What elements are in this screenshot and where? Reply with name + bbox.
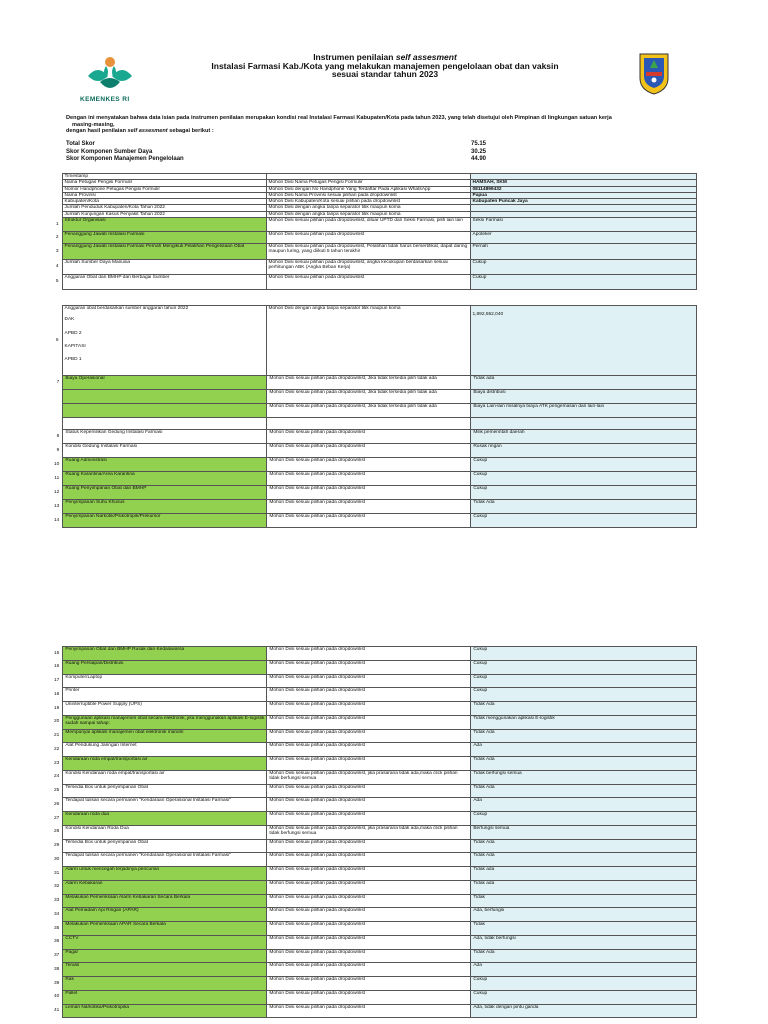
table-row: [52, 977, 697, 991]
row-hint: Mohon Diisi sesuai pilihan pada dropdownlist: [267, 949, 471, 963]
score-row: Skor Komponen Manajemen Pengelolaan 44.90: [66, 156, 486, 163]
row-number: 5: [52, 275, 62, 290]
row-hint: Mohon Diisi sesuai pilihan pada dropdownlist: [267, 729, 471, 743]
answer-cell[interactable]: Cukup: [471, 647, 697, 661]
answer-cell[interactable]: Cukup: [471, 472, 697, 486]
answer-cell[interactable]: Tidak ada: [471, 880, 697, 894]
answer-cell[interactable]: Tidak: [471, 922, 697, 936]
row-label: Nama Petugas Pengisi Formulir: [62, 180, 266, 186]
row-number: 12: [52, 486, 63, 500]
row-number: 24: [52, 770, 63, 784]
table-row: [52, 770, 697, 784]
row-number: 28: [52, 825, 63, 839]
table-row: [52, 660, 697, 674]
row-label: Biaya Operasional: [63, 376, 267, 390]
row-number: 17: [52, 674, 63, 688]
budget-table: [52, 305, 697, 376]
row-number: 4: [52, 260, 62, 275]
row-number: 14: [52, 514, 63, 528]
score-row: Total Skor 75.15: [66, 141, 486, 147]
row-hint: Mohon Diisi sesuai pilihan pada dropdownlist, Jika tidak tersedia pilih tidak ada: [267, 404, 471, 418]
row-label: Pagar: [63, 949, 267, 963]
answer-cell[interactable]: Rusak ringan: [471, 444, 697, 458]
table-row: [52, 260, 696, 275]
row-number: 31: [52, 867, 63, 881]
answer-cell[interactable]: Ada, tidak dengan pintu ganda: [471, 1004, 697, 1018]
regional-crest-icon: [636, 52, 672, 96]
table-row: [52, 688, 697, 702]
row-label: Tersedia Box untuk penyimpanan Obat: [63, 784, 267, 798]
answer-cell[interactable]: Seksi Farmasi: [470, 218, 696, 232]
row-number: 41: [52, 1004, 63, 1018]
row-number: 16: [52, 660, 63, 674]
answer-cell[interactable]: Cukup: [471, 514, 697, 528]
row-label: Jumlah Penduduk Kabupaten/Kota Tahun 2022: [62, 205, 266, 211]
row-hint: Mohon Diisi sesuai pilihan pada dropdownlist: [267, 922, 471, 936]
row-hint: Mohon Diisi Nama Petugas Pengisi Formulir: [266, 180, 470, 186]
document-title: Instrumen penilaian self assesment Instalasi Farmasi Kab./Kota yang melakukan manajemen pengelolaan obat dan vaksin sesuai standar tahun 2023: [211, 52, 559, 79]
answer-cell[interactable]: Tidak Ada: [471, 853, 697, 867]
row-hint: Mohon Diisi sesuai pilihan pada dropdownlist: [267, 880, 471, 894]
row-label: Nomor Handphone Petugas Pengisi Formulir: [62, 186, 266, 192]
row-hint: Mohon Diisi sesuai pilihan pada dropdownlist: [267, 430, 471, 444]
row-number: 8: [52, 430, 63, 444]
row-label: Teralis: [63, 963, 267, 977]
row-hint: Mohon Diisi sesuai pilihan pada dropdownlist: [267, 977, 471, 991]
row-hint: Mohon Diisi Kabupaten/Kota sesuai pilihan pada dropdownlist: [266, 199, 470, 205]
row-number: 19: [52, 702, 63, 716]
row-hint: Mohon Diisi sesuai pilihan pada dropdownlist: [267, 908, 471, 922]
row-label: Kendaraan roda empat/transportasi air: [63, 757, 267, 771]
row-label: Terdapat tulisan secara permanen "Kendaraan Operasional Instalasi Farmasi": [63, 798, 267, 812]
answer-cell[interactable]: [471, 418, 697, 430]
row-label: Penyimpanan Suhu Khusus: [63, 500, 267, 514]
answer-cell[interactable]: Tidak ada: [471, 867, 697, 881]
row-hint: Mohon Diisi sesuai pilihan pada dropdownlist: [267, 674, 471, 688]
row-hint: Mohon Diisi sesuai pilihan pada dropdownlist: [267, 743, 471, 757]
row-number: 30: [52, 853, 63, 867]
row-number: 32: [52, 880, 63, 894]
declaration-text: Dengan ini menyatakan bahwa data isian pada instrumen penilaian merupakan kondisi real Instalasi Farmasi Kabupaten/Kota pada tahun 2023, yang telah disetujui oleh Pimpinan di lingkungan satuan kerja masing-masing, dengan hasil penilaian self assesment sebagai berikut :: [66, 115, 612, 135]
row-label: Status Kepemilikan Gedung Instalasi Farmasi: [63, 430, 267, 444]
answer-cell[interactable]: Milik pemerintah daerah: [471, 430, 697, 444]
row-label: Anggaran obat berdasarkan sumber anggaran tahun 2022: [64, 306, 189, 311]
row-label: Mempunyai aplikasi manajemen obat elektronik mandiri: [63, 729, 267, 743]
table-row: [52, 275, 696, 290]
row-hint: Mohon Diisi sesuai pilihan pada dropdownlist, diluar UPTD dan Seksi Farmasi, pilih lain lain: [266, 218, 470, 232]
row-number: 26: [52, 798, 63, 812]
table-row: [52, 404, 697, 418]
table-row: [52, 444, 697, 458]
row-hint: Mohon Diisi sesuai pilihan pada dropdownlist: [267, 500, 471, 514]
answer-cell[interactable]: Tidak Ada: [471, 757, 697, 771]
row-label: Anggaran Obat dan BMHP dari Berbagai Sumber: [62, 275, 266, 290]
row-hint: Mohon Diisi dengan angka tanpa separator titik maupun koma: [266, 205, 470, 211]
row-label: [63, 390, 267, 404]
row-label: Alarm untuk mencegah terjadinya pencurian: [63, 867, 267, 881]
row-label: Terdapat tulisan secara permanen "Kendaraan Operasional Instalasi Farmasi": [63, 853, 267, 867]
row-number: 40: [52, 990, 63, 1004]
table-row: [52, 647, 697, 661]
answer-cell[interactable]: Ada, berfungsi: [471, 908, 697, 922]
row-hint: Mohon Diisi sesuai pilihan pada dropdownlist, jika prasarana tidak ada,maka click pilihan tidak berfungsi semua: [267, 770, 471, 784]
table-row: [52, 418, 697, 430]
answer-cell[interactable]: Tidak Ada: [471, 500, 697, 514]
table-row: [52, 674, 697, 688]
table-row: [52, 306, 696, 376]
row-label: Kabupaten/Kota: [62, 199, 266, 205]
row-hint: Mohon Diisi dengan No Handphone Yang Terdaftar Pada Aplikasi WhatsApp: [266, 186, 470, 192]
row-number: 3: [52, 244, 62, 260]
table-row: [52, 472, 697, 486]
table-row: [52, 514, 697, 528]
answer-cell[interactable]: Cukup: [470, 260, 696, 275]
answer-cell[interactable]: Cukup: [471, 660, 697, 674]
row-number: 35: [52, 922, 63, 936]
row-hint: Mohon Diisi sesuai pilihan pada dropdownlist: [267, 812, 471, 826]
row-number: 10: [52, 458, 63, 472]
table-row: [52, 784, 697, 798]
answer-cell[interactable]: Kabupaten Puncak Jaya: [470, 199, 696, 205]
answer-cell[interactable]: Ada: [471, 963, 697, 977]
row-label: Kondisi Kendaraan roda empat/transportasi air: [63, 770, 267, 784]
row-number: [52, 390, 63, 404]
table-row: [52, 798, 697, 812]
row-hint: Mohon Diisi sesuai pilihan pada dropdownlist, angka kecukupan berdasarkan sesuai perhitungan ABK (Angka Beban Kerja): [266, 260, 470, 275]
row-number: 37: [52, 949, 63, 963]
answer-cell[interactable]: Papua: [470, 192, 696, 198]
table-row: [52, 839, 697, 853]
row-label: Timestamp: [62, 174, 266, 180]
row-number: 13: [52, 500, 63, 514]
row-number: 23: [52, 757, 63, 771]
answer-cell[interactable]: Cukup: [471, 486, 697, 500]
row-number: [52, 418, 63, 430]
table-row: [52, 715, 697, 729]
row-hint: Mohon Diisi sesuai pilihan pada dropdownlist: [267, 853, 471, 867]
table-row: [52, 743, 697, 757]
table-row: [52, 757, 697, 771]
row-number: 18: [52, 688, 63, 702]
row-hint: Mohon Diisi sesuai pilihan pada dropdownlist, Pelatihan tidak harus bersertifikat, dapat daring maupun luring, yang diikuti 5 tahun terakhir: [266, 244, 470, 260]
row-label: Penggunaan aplikasi manajemen obat secara elektronik, jika menggunakan aplikasi E-logistik sudah sampai tahap:: [63, 715, 267, 729]
table-row: [52, 702, 697, 716]
row-hint: Mohon Diisi sesuai pilihan pada dropdownlist: [267, 894, 471, 908]
row-label: Lemari Narkotika/Psikotropika: [63, 1004, 267, 1018]
row-label: CCTV: [63, 935, 267, 949]
table-row: [52, 486, 697, 500]
row-label: Melakukan Pemeriksaan APAR Secara Berkala: [63, 922, 267, 936]
row-number: 9: [52, 444, 63, 458]
row-label: Ruang Persiapan/Distribusi: [63, 660, 267, 674]
row-number: 11: [52, 472, 63, 486]
row-label: Penanggung Jawab Instalasi Farmasi Pernah Mengikuti Pelatihan Pengelolaan Obat: [62, 244, 266, 260]
row-label: Rak: [63, 977, 267, 991]
row-number: 1: [52, 218, 62, 232]
row-hint: Mohon Diisi sesuai pilihan pada dropdownlist: [267, 444, 471, 458]
row-number: 38: [52, 963, 63, 977]
row-hint: Mohon Diisi sesuai pilihan pada dropdownlist: [266, 232, 470, 244]
table-row: [52, 1004, 697, 1018]
row-number: [52, 404, 63, 418]
answer-cell[interactable]: Tidak berfungsi semua: [471, 770, 697, 784]
answer-cell[interactable]: Ada: [471, 798, 697, 812]
answer-cell[interactable]: HAMSAH, SKM: [470, 180, 696, 186]
assessment-table-part2: [52, 375, 697, 528]
answer-cell[interactable]: Berfungsi semua: [471, 825, 697, 839]
row-hint: Mohon Diisi sesuai pilihan pada dropdownlist: [267, 647, 471, 661]
row-number: 7: [52, 376, 63, 390]
answer-cell[interactable]: Cukup: [471, 977, 697, 991]
row-label: Penanggung Jawab Instalasi Farmasi: [62, 232, 266, 244]
row-hint: Mohon Diisi sesuai pilihan pada dropdownlist: [267, 472, 471, 486]
budget-label-cell: [62, 306, 266, 376]
answer-cell[interactable]: Biaya distribusi: [471, 390, 697, 404]
budget-source: APBD 1: [64, 357, 82, 363]
table-row: [52, 218, 696, 232]
row-number: 33: [52, 894, 63, 908]
answer-cell[interactable]: Tidak ada: [471, 376, 697, 390]
answer-cell[interactable]: Biaya Lain-lain misalnya biaya ATK pengemasan dan lain-lain: [471, 404, 697, 418]
row-number: 39: [52, 977, 63, 991]
table-row: [52, 935, 697, 949]
answer-cell[interactable]: Ada: [471, 743, 697, 757]
answer-cell[interactable]: Tidak Ada: [471, 702, 697, 716]
table-row: [52, 500, 697, 514]
row-label: Ruang Administrasi: [63, 458, 267, 472]
answer-cell[interactable]: Tidak Ada: [471, 839, 697, 853]
answer-cell[interactable]: Cukup: [471, 812, 697, 826]
budget-source: APBD 2: [64, 330, 82, 336]
row-hint: Mohon Diisi sesuai pilihan pada dropdownlist: [267, 990, 471, 1004]
row-label: Printer: [63, 688, 267, 702]
table-row: [52, 458, 697, 472]
row-hint: Mohon Diisi dengan angka tanpa separator titik maupun koma: [266, 211, 470, 217]
score-summary: [66, 141, 486, 164]
row-hint: Mohon Diisi sesuai pilihan pada dropdownlist: [267, 935, 471, 949]
row-hint: Mohon Diisi sesuai pilihan pada dropdownlist: [267, 784, 471, 798]
row-hint: Mohon Diisi sesuai pilihan pada dropdownlist: [267, 458, 471, 472]
table-row: [52, 922, 697, 936]
budget-source: DAK: [64, 317, 75, 323]
row-hint: Mohon Diisi sesuai pilihan pada dropdownlist: [267, 1004, 471, 1018]
row-hint: [267, 418, 471, 430]
row-hint: Mohon Diisi sesuai pilihan pada dropdownlist: [267, 839, 471, 853]
row-label: Kondisi Gedung Instalasi Farmasi: [63, 444, 267, 458]
row-label: Struktur Organisasi: [62, 218, 266, 232]
table-row: [52, 232, 696, 244]
row-label: Penyimpanan Narkotik/Psikotropik/Prekursor: [63, 514, 267, 528]
answer-cell[interactable]: Tidak Ada: [471, 784, 697, 798]
row-hint: Mohon Diisi sesuai pilihan pada dropdownlist, jika prasarana tidak ada,maka click pilihan tidak berfungsi semua: [267, 825, 471, 839]
answer-cell[interactable]: Cukup: [471, 458, 697, 472]
row-label: Komputer/Laptop: [63, 674, 267, 688]
table-row: [52, 880, 697, 894]
row-label: [63, 418, 267, 430]
answer-cell[interactable]: Ada, tidak berfungsi: [471, 935, 697, 949]
row-hint: Mohon Diisi sesuai pilihan pada dropdownlist: [266, 275, 470, 290]
row-label: Pallet: [63, 990, 267, 1004]
table-row: [52, 390, 697, 404]
answer-cell[interactable]: Tidak Ada: [471, 729, 697, 743]
row-number: 21: [52, 729, 63, 743]
row-hint: Mohon Diisi dengan angka tanpa separator titik maupun koma: [266, 306, 470, 376]
table-row: [52, 729, 697, 743]
table-row: [52, 812, 697, 826]
table-row: [52, 244, 696, 260]
row-hint: Mohon Diisi sesuai pilihan pada dropdownlist: [267, 486, 471, 500]
assessment-table-part3: [52, 646, 697, 1018]
row-hint: Mohon Diisi sesuai pilihan pada dropdownlist: [267, 660, 471, 674]
logo-text: KEMENKES RI: [80, 96, 130, 103]
table-row: [52, 963, 697, 977]
row-number: 6: [52, 306, 62, 376]
row-number: 27: [52, 812, 63, 826]
row-hint: Mohon Diisi sesuai pilihan pada dropdownlist: [267, 715, 471, 729]
answer-cell[interactable]: Cukup: [471, 674, 697, 688]
row-hint: Mohon Diisi sesuai pilihan pada dropdownlist: [267, 688, 471, 702]
answer-cell[interactable]: Cukup: [471, 990, 697, 1004]
table-row: [52, 894, 697, 908]
answer-cell[interactable]: Tidak menggunakan aplikasi E-logistik: [471, 715, 697, 729]
assessment-table-part1: [52, 173, 697, 290]
row-label: Ruang Karantina/Area Karantina: [63, 472, 267, 486]
row-label: Uninterruptible Power Supply (UPS): [63, 702, 267, 716]
row-label: Jumlah Kunjungan Kasus Penyakit Tahun 2022: [62, 211, 266, 217]
budget-source: KAPITASI: [64, 343, 86, 349]
row-label: Tersedia Box untuk penyimpanan Obat: [63, 839, 267, 853]
table-row: [52, 867, 697, 881]
table-row: [52, 376, 697, 390]
row-number: 34: [52, 908, 63, 922]
table-row: [52, 908, 697, 922]
answer-cell[interactable]: Cukup: [471, 688, 697, 702]
row-label: Melakukan Pemeriksaan Alarm Kebakaran Secara Berkala: [63, 894, 267, 908]
answer-cell[interactable]: Tidak Ada: [471, 949, 697, 963]
row-label: Alat Pendukung Jaringan Internet: [63, 743, 267, 757]
row-hint: Mohon Diisi sesuai pilihan pada dropdownlist: [267, 963, 471, 977]
row-number: 15: [52, 647, 63, 661]
row-number: 25: [52, 784, 63, 798]
row-hint: Mohon Diisi sesuai pilihan pada dropdownlist: [267, 757, 471, 771]
row-label: Alarm Kebakaran: [63, 880, 267, 894]
row-hint: Mohon Diisi sesuai pilihan pada dropdownlist, Jika tidak tersedia pilih tidak ada: [267, 376, 471, 390]
row-hint: Mohon Diisi sesuai pilihan pada dropdownlist: [267, 867, 471, 881]
row-number: 36: [52, 935, 63, 949]
row-hint: Mohon Diisi sesuai pilihan pada dropdownlist: [267, 798, 471, 812]
row-number: 22: [52, 743, 63, 757]
table-row: [52, 825, 697, 839]
budget-amount: 1,892,552,040: [472, 312, 504, 317]
table-row: [52, 990, 697, 1004]
answer-cell[interactable]: Pernah: [470, 244, 696, 260]
answer-cell[interactable]: Cukup: [470, 275, 696, 290]
row-number: 2: [52, 232, 62, 244]
row-label: Jumlah Sumber Daya Manusia: [62, 260, 266, 275]
row-label: Kendaraan roda dua: [63, 812, 267, 826]
table-row: [52, 949, 697, 963]
row-hint: Mohon Diisi sesuai pilihan pada dropdownlist: [267, 514, 471, 528]
row-label: [63, 404, 267, 418]
row-number: 29: [52, 839, 63, 853]
row-label: Ruang Penyimpanan Obat dan BMHP: [63, 486, 267, 500]
score-row: Skor Komponen Sumber Daya 30.25: [66, 148, 486, 155]
row-label: Penyimpanan Obat dan BMHP Rusak dan Kedaluwarsa: [63, 647, 267, 661]
table-row: [52, 430, 697, 444]
budget-answer-cell[interactable]: [470, 306, 696, 376]
row-hint: Mohon Diisi Nama Provinsi sesuai pilihan pada dropdownlist: [266, 192, 470, 198]
answer-cell[interactable]: 08114899432: [470, 186, 696, 192]
table-row: [52, 853, 697, 867]
row-hint: Mohon Diisi sesuai pilihan pada dropdownlist, Jika tidak tersedia pilih tidak ada: [267, 390, 471, 404]
row-hint: Mohon Diisi sesuai pilihan pada dropdownlist: [267, 702, 471, 716]
row-number: 20: [52, 715, 63, 729]
answer-cell[interactable]: Tidak: [471, 894, 697, 908]
answer-cell[interactable]: Apoteker: [470, 232, 696, 244]
row-label: Nama Provinsi: [62, 192, 266, 198]
row-label: Kondisi Kendaraan Roda Dua: [63, 825, 267, 839]
row-label: Alat Pemadam Api Ringan (APAR): [63, 908, 267, 922]
